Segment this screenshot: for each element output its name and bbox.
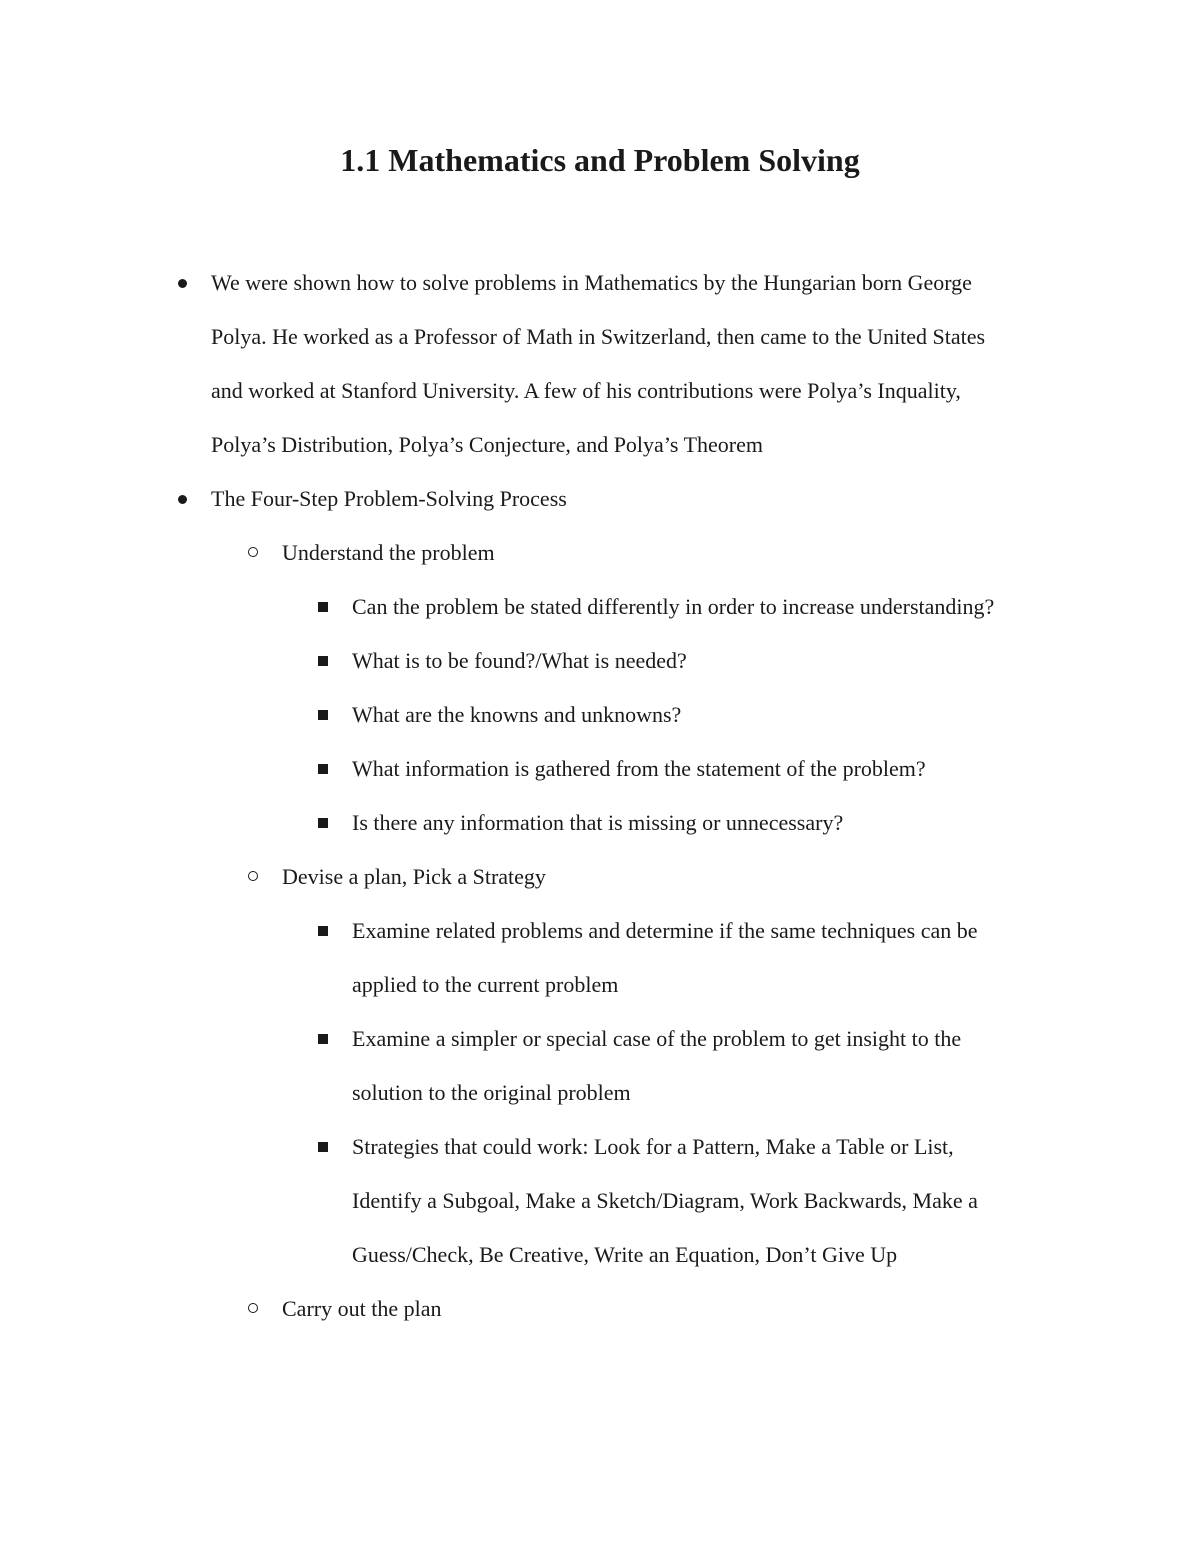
level1-bullet <box>178 279 187 288</box>
step-3-label: Carry out the plan <box>282 1296 442 1321</box>
level3-bullet <box>318 602 328 612</box>
level3-bullet <box>318 656 328 666</box>
step-1-label: Understand the problem <box>282 540 495 565</box>
level3-bullet <box>318 1142 328 1152</box>
step-1-point-4: What information is gathered from the statement of the problem? <box>352 756 926 781</box>
step-1-point-5: Is there any information that is missing or unnecessary? <box>352 810 844 835</box>
level3-bullet <box>318 710 328 720</box>
item-2-line-1: The Four-Step Problem-Solving Process <box>211 486 567 511</box>
level2-bullet <box>248 871 258 881</box>
step-2-point-1-line-1: Examine related problems and determine if the same techniques can be <box>352 918 978 943</box>
item-1-line-1: We were shown how to solve problems in Mathematics by the Hungarian born George <box>211 270 972 295</box>
level3-bullet <box>318 764 328 774</box>
level2-bullet <box>248 1303 258 1313</box>
step-2-point-3-line-2: Identify a Subgoal, Make a Sketch/Diagram, Work Backwards, Make a <box>352 1188 978 1213</box>
item-1-line-3: and worked at Stanford University. A few of his contributions were Polya’s Inquality, <box>211 378 961 403</box>
level3-bullet <box>318 1034 328 1044</box>
step-2-point-2-line-1: Examine a simpler or special case of the problem to get insight to the <box>352 1026 962 1051</box>
step-2-point-3-line-1: Strategies that could work: Look for a Pattern, Make a Table or List, <box>352 1134 954 1159</box>
item-1-line-2: Polya. He worked as a Professor of Math in Switzerland, then came to the United States <box>211 324 986 349</box>
level2-bullet <box>248 547 258 557</box>
step-2-point-3-line-3: Guess/Check, Be Creative, Write an Equation, Don’t Give Up <box>352 1242 898 1267</box>
level3-bullet <box>318 818 328 828</box>
step-2-point-2-line-2: solution to the original problem <box>352 1080 631 1105</box>
document-title: 1.1 Mathematics and Problem Solving <box>340 142 860 178</box>
item-1-line-4: Polya’s Distribution, Polya’s Conjecture, and Polya’s Theorem <box>211 432 763 457</box>
step-2-point-1-line-2: applied to the current problem <box>352 972 619 997</box>
level1-bullet <box>178 495 187 504</box>
level3-bullet <box>318 926 328 936</box>
step-1-point-1: Can the problem be stated differently in order to increase understanding? <box>352 594 995 619</box>
step-2-label: Devise a plan, Pick a Strategy <box>282 864 546 889</box>
step-1-point-3: What are the knowns and unknowns? <box>352 702 682 727</box>
step-1-point-2: What is to be found?/What is needed? <box>352 648 687 673</box>
